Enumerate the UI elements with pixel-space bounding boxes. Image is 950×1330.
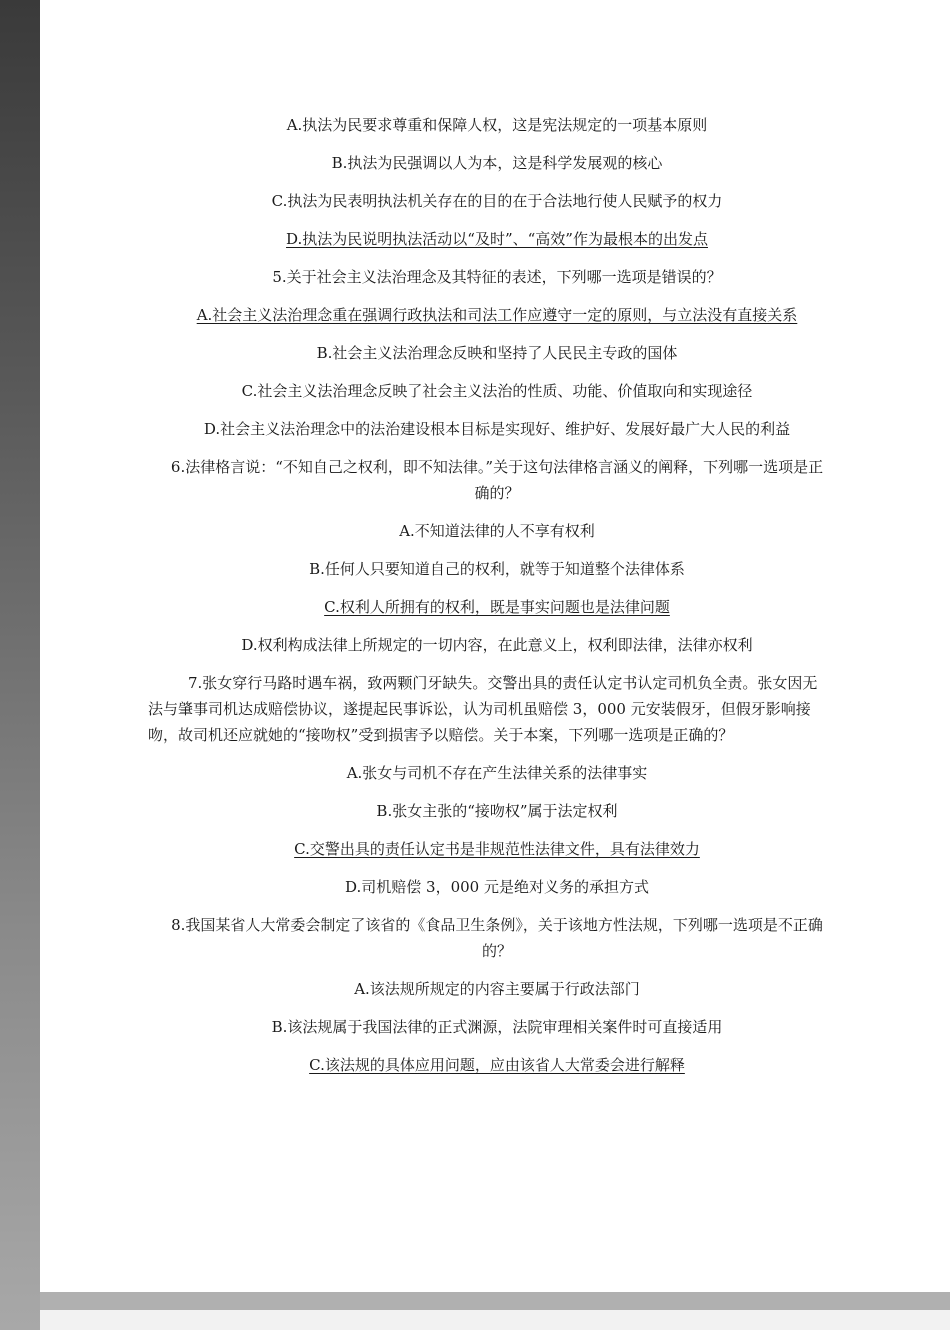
question-5: 5.关于社会主义法治理念及其特征的表述，下列哪一选项是错误的？ <box>272 268 722 286</box>
q6-option-b: B.任何人只要知道自己的权利，就等于知道整个法律体系 <box>309 560 685 578</box>
q8-option-c-answer: C.该法规的具体应用问题，应由该省人大常委会进行解释 <box>309 1056 685 1074</box>
question-8: 8.我国某省人大常委会制定了该省的《食品卫生条例》，关于该地方性法规，下列哪一选项是不正确的？ <box>171 916 823 960</box>
q6-option-c-answer: C.权利人所拥有的权利，既是事实问题也是法律问题 <box>324 598 670 616</box>
q7-option-b: B.张女主张的“接吻权”属于法定权利 <box>376 802 618 820</box>
q5-option-a-answer: A.社会主义法治理念重在强调行政执法和司法工作应遵守一定的原则，与立法没有直接关系 <box>196 306 798 324</box>
q8-option-b: B.该法规属于我国法律的正式渊源，法院审理相关案件时可直接适用 <box>271 1018 723 1036</box>
q4-option-c: C.执法为民表明执法机关存在的目的在于合法地行使人民赋予的权力 <box>271 192 723 210</box>
bottom-white-band <box>40 1310 950 1330</box>
left-margin-strip <box>0 0 40 1330</box>
q8-option-a: A.该法规所规定的内容主要属于行政法部门 <box>354 980 640 998</box>
q6-option-a: A.不知道法律的人不享有权利 <box>399 522 595 540</box>
q7-option-a: A.张女与司机不存在产生法律关系的法律事实 <box>346 764 648 782</box>
q5-option-d: D.社会主义法治理念中的法治建设根本目标是实现好、维护好、发展好最广大人民的利益 <box>203 420 791 438</box>
q6-option-d: D.权利构成法律上所规定的一切内容，在此意义上，权利即法律，法律亦权利 <box>241 636 753 654</box>
question-7: 7.张女穿行马路时遇车祸，致两颗门牙缺失。交警出具的责任认定书认定司机负全责。张女因无法与肇事司机达成赔偿协议，遂提起民事诉讼，认为司机虽赔偿 3，000 元安装假牙，但假牙影响接吻，故司机还应就她的“接吻权”受到损害予以赔偿。关于本案，下列哪一选项是正确的？ <box>148 674 818 744</box>
q5-option-c: C.社会主义法治理念反映了社会主义法治的性质、功能、价值取向和实现途径 <box>241 382 753 400</box>
q4-option-b: B.执法为民强调以人为本，这是科学发展观的核心 <box>331 154 663 172</box>
q4-option-a: A.执法为民要求尊重和保障人权，这是宪法规定的一项基本原则 <box>286 116 708 134</box>
q5-option-b: B.社会主义法治理念反映和坚持了人民民主专政的国体 <box>316 344 678 362</box>
q4-option-d-answer: D.执法为民说明执法活动以“及时”、“高效”作为最根本的出发点 <box>286 230 708 248</box>
document-content <box>148 112 826 1090</box>
bottom-gray-band <box>40 1292 950 1310</box>
q7-option-c-answer: C.交警出具的责任认定书是非规范性法律文件，具有法律效力 <box>294 840 700 858</box>
question-6: 6.法律格言说：“不知自己之权利，即不知法律。”关于这句法律格言涵义的阐释，下列哪一选项是正确的？ <box>170 458 824 502</box>
q7-option-d: D.司机赔偿 3，000 元是绝对义务的承担方式 <box>345 878 649 896</box>
